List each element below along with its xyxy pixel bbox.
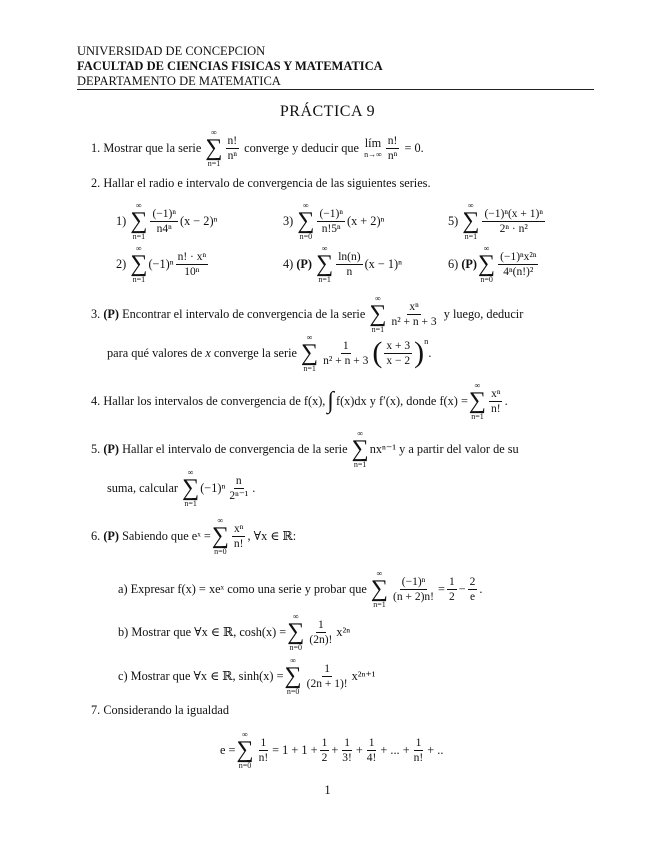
problem-6 (91, 516, 296, 556)
problem-6b (118, 612, 350, 652)
item-label: 5) (448, 213, 459, 228)
problem-2-number: 2. (91, 176, 101, 190)
fraction: $\frac{x + 3}{x - 2}$ (386, 339, 411, 367)
problem-2-text: Hallar el radio e intervalo de convergencia de las siguientes series. (103, 176, 431, 190)
header-university: UNIVERSIDAD DE CONCEPCION (77, 44, 266, 58)
problem-5-text-b: y a partir del valor de su (399, 441, 519, 456)
fraction: $\frac{1}{(2n + 1)!}$ (306, 662, 348, 690)
series-prefix: (−1)ⁿ (148, 256, 174, 271)
series-item-2 (116, 244, 210, 284)
problem-6b-text: Mostrar que ∀x ∈ ℝ, cosh(x) = (131, 624, 287, 639)
fraction: $\frac{1}{n!}$ (413, 736, 424, 764)
minus: − (458, 581, 466, 596)
sum-symbol: ∞ ∑ n=1 (351, 429, 369, 469)
header-faculty: FACULTAD DE CIENCIAS FISICAS Y MATEMATICA (77, 59, 383, 73)
problem-3-number: 3. (91, 306, 101, 321)
proposed-marker: (P) (296, 256, 313, 271)
proposed-marker: (P) (461, 256, 478, 271)
sum-symbol: ∞ ∑ n=0 (297, 201, 315, 241)
fraction: $\frac{1}{n!}$ (258, 736, 269, 764)
period: . (479, 581, 483, 596)
fraction: $\frac{1}{2}$ (448, 575, 455, 603)
expansion-end: + .. (427, 742, 444, 757)
problem-6c-text: Mostrar que ∀x ∈ ℝ, sinh(x) = (130, 668, 284, 683)
fraction: $\frac{1}{(2n)!}$ (309, 618, 333, 646)
page-title: PRÁCTICA 9 (279, 103, 376, 120)
fraction: $\frac{\text{(−1)ⁿ}}{(n + 2)n!}$ (393, 575, 435, 603)
fraction: $\frac{\text{(−1)ⁿ(x + 1)ⁿ}}{\text{2ⁿ · n²}}$ (484, 207, 543, 235)
series-tail: x²ⁿ⁺¹ (351, 668, 376, 683)
integrand: f(x)dx (335, 393, 367, 408)
series-item-5 (448, 201, 547, 241)
sum-symbol: ∞ ∑ n=1 (130, 244, 148, 284)
fraction: $\frac{1}{2}$ (321, 736, 328, 764)
problem-5-line-1 (91, 429, 519, 469)
sum-symbol: ∞ ∑ n=0 (236, 730, 254, 770)
proposed-marker: (P) (103, 441, 120, 456)
problem-4-text-a: Hallar los intervalos de convergencia de (103, 393, 301, 408)
proposed-marker: (P) (103, 528, 120, 543)
problem-1-text-b: converge y deducir que (244, 140, 360, 155)
problem-7-number: 7. (91, 703, 101, 717)
problem-5-text-c: suma, calcular (107, 480, 179, 495)
fraction: $\frac{\text{xⁿ}}{n!}$ (491, 387, 501, 415)
problem-1 (91, 128, 424, 168)
variable-x: x (205, 345, 211, 360)
series-tail: (x + 2)ⁿ (346, 213, 385, 228)
period: . (428, 345, 432, 360)
problem-4-text-b: donde (406, 393, 437, 408)
left-paren: ( (372, 336, 383, 369)
euler-identity (220, 730, 443, 770)
problem-5-number: 5. (91, 441, 101, 456)
fraction: $\frac{n!}{\text{nⁿ}}$ (227, 134, 238, 162)
fraction: $\frac{\text{n! · xⁿ}}{\text{10ⁿ}}$ (177, 250, 207, 278)
series-item-1 (116, 201, 217, 241)
sum-symbol: ∞ ∑ n=1 (370, 569, 389, 609)
sum-symbol: ∞ ∑ n=1 (301, 333, 319, 373)
sum-symbol: ∞ ∑ n=0 (211, 516, 229, 556)
problem-7 (91, 703, 229, 718)
problem-6c (118, 656, 376, 696)
series-item-4 (283, 244, 402, 284)
series-tail: (x − 1)ⁿ (364, 256, 403, 271)
fraction: $\frac{1}{3!}$ (342, 736, 352, 764)
problem-3-text-a: Encontrar el intervalo de convergencia de la serie (122, 306, 366, 321)
sum-symbol: ∞ ∑ n=0 (478, 244, 496, 284)
header-rule (77, 89, 594, 90)
problem-1-text-a: Mostrar que la serie (103, 140, 202, 155)
series-prefix: (−1)ⁿ (200, 480, 226, 495)
period: . (252, 480, 256, 495)
sum-symbol: ∞ ∑ n=1 (182, 468, 200, 508)
problem-4 (91, 381, 508, 421)
sum-symbol: ∞ ∑ n=1 (462, 201, 480, 241)
plus: + (355, 742, 363, 757)
problem-2 (91, 176, 431, 191)
series-tail: x²ⁿ (336, 624, 351, 639)
sum-symbol: ∞ ∑ n=1 (468, 381, 486, 421)
fraction: $\frac{\text{xⁿ}}{\text{n² + n + 3}}$ (391, 300, 437, 328)
sum-symbol: ∞ ∑ n=1 (205, 128, 223, 168)
series-term: nxⁿ⁻¹ (369, 441, 397, 456)
series-item-6 (448, 244, 540, 284)
sum-symbol: ∞ ∑ n=1 (369, 294, 387, 334)
problem-3-line-1 (91, 294, 523, 334)
problem-6-text-a: Sabiendo que (122, 528, 189, 543)
period: . (504, 393, 508, 408)
problem-3-text-c: para qué valores de (107, 345, 203, 360)
problem-6a-text-b: como una serie y probar que (227, 581, 367, 596)
problem-1-number: 1. (91, 140, 101, 155)
problem-6a-text-a: Expresar (130, 581, 175, 596)
problem-4-number: 4. (91, 393, 101, 408)
fraction: $\frac{1}{\text{n² + n + 3}}$ (323, 339, 369, 367)
fraction: $\frac{n}{\text{2ⁿ⁻¹}}$ (229, 474, 249, 502)
fraction: $\frac{n!}{\text{nⁿ}}$ (387, 134, 398, 162)
function-fx: f(x) = xeˣ (177, 581, 225, 596)
ellipsis: + ... + (380, 742, 410, 757)
problem-3-text-d: converge la serie (213, 345, 297, 360)
equals: = (438, 581, 445, 596)
problem-7-text: Considerando la igualdad (103, 703, 229, 717)
exponential-definition: eˣ = (191, 528, 211, 543)
item-label: 6) (448, 256, 459, 271)
series-tail: (x − 2)ⁿ (179, 213, 218, 228)
sum-symbol: ∞ ∑ n=1 (316, 244, 334, 284)
problem-6a (118, 569, 482, 609)
plus: + (331, 742, 339, 757)
derivative: f′(x), (379, 393, 404, 408)
problem-5-text-a: Hallar el intervalo de convergencia de la serie (122, 441, 348, 456)
conjunction: y (369, 393, 376, 408)
problem-6-number: 6. (91, 528, 101, 543)
integral-symbol: ∫ (327, 387, 334, 414)
item-label: b) (118, 624, 129, 639)
limit: lím n→∞ (364, 136, 382, 159)
fraction: $\frac{\text{(−1)ⁿ}}{\text{n!5ⁿ}}$ (319, 207, 343, 235)
problem-5-line-2 (107, 468, 255, 508)
function-definition: f(x) = (439, 393, 468, 408)
function-fx: f(x), (303, 393, 326, 408)
fraction: $\frac{\ln(n)}{n}$ (338, 250, 361, 278)
item-label: 1) (116, 213, 127, 228)
item-label: c) (118, 668, 128, 683)
problem-6-text-b: , ∀x ∈ ℝ: (247, 528, 297, 543)
header-department: DEPARTAMENTO DE MATEMATICA (77, 74, 281, 88)
fraction: $\frac{1}{4!}$ (366, 736, 377, 764)
e-equals: e = (220, 742, 236, 757)
fraction: $\frac{\text{(−1)ⁿ}}{\text{n4ⁿ}}$ (152, 207, 176, 235)
item-label: 3) (283, 213, 294, 228)
item-label: a) (118, 581, 128, 596)
proposed-marker: (P) (103, 306, 120, 321)
fraction: $\frac{\text{(−1)ⁿx²ⁿ}}{\text{4ⁿ(n!)²}}$ (500, 250, 537, 278)
item-label: 4) (283, 256, 294, 271)
sum-symbol: ∞ ∑ n=0 (284, 656, 302, 696)
problem-1-equals: = 0. (404, 140, 424, 155)
sum-symbol: ∞ ∑ n=0 (287, 612, 305, 652)
right-paren: ) (414, 336, 425, 369)
page-number: 1 (324, 783, 331, 797)
fraction: $\frac{2}{e}$ (469, 575, 476, 603)
sum-symbol: ∞ ∑ n=1 (130, 201, 148, 241)
expansion-start: = 1 + 1 + (272, 742, 318, 757)
problem-3-line-2: para qué valores de x converge la serie ∞ ∑ n=1 $\frac{1}{\text{n² + n + 3}}$ ( $\frac{x + 3}{x - 2}$ ) $^n$ . (107, 333, 432, 373)
item-label: 2) (116, 256, 127, 271)
problem-3-text-b: y luego, deducir (443, 306, 524, 321)
fraction: $\frac{\text{xⁿ}}{n!}$ (233, 522, 244, 550)
series-item-3 (283, 201, 384, 241)
